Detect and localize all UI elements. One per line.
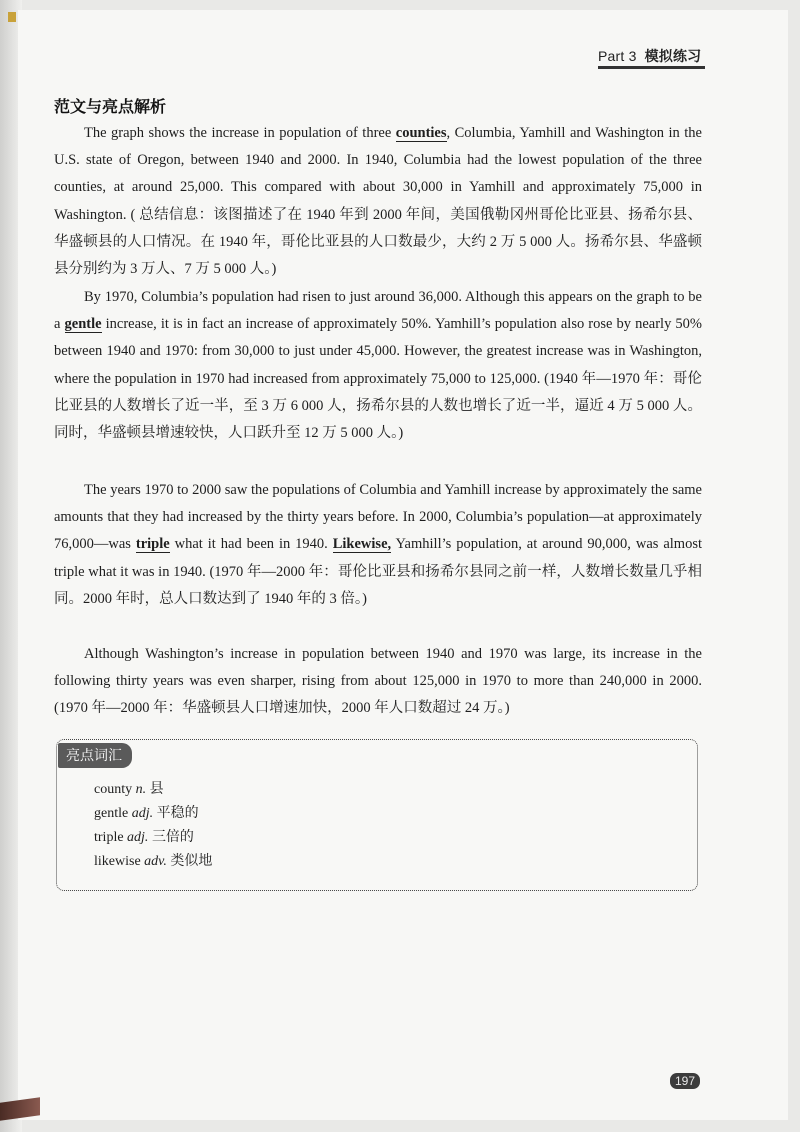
vocab-word: gentle — [94, 806, 129, 821]
paragraph-2-text-b: increase, it is in fact an increase of approximately 50%. Yamhill’s population also rose by nearly 50% between 1940 and 1970: from 30,000 to just under 45,000. However, the greatest increase was in Washington, where the population in 1970 had increased from approximately 75,000 to 125,000. (1940 年—1970 年：哥伦比亚县的人数增长了近一半，至 3 万 6 000 人，扬希尔县的人数也增长了近一半，逼近 4 万 5 000 人。同时，华盛顿县增速较快，人口跃升至 12 万 5 000 人。) — [54, 316, 702, 442]
vocab-item — [94, 850, 212, 874]
header-title: 模拟练习 — [644, 48, 702, 64]
vocab-meaning: 县 — [149, 782, 164, 797]
vocab-pos: adj. — [127, 830, 149, 845]
vocab-list — [94, 778, 212, 874]
paragraph-2 — [54, 284, 702, 447]
keyword-gentle: gentle — [64, 316, 102, 333]
paragraph-1 — [54, 120, 702, 283]
vocab-word: triple — [94, 830, 124, 845]
vocab-meaning: 三倍的 — [151, 830, 194, 845]
paragraph-1-text-a: The graph shows the increase in population of three — [84, 125, 396, 141]
vocab-label: 亮点词汇 — [58, 743, 132, 768]
paragraph-1-text-b: , Columbia, Yamhill and Washington in the U.S. state of Oregon, between 1940 and 2000. In 1940, Columbia had the lowest population of the three counties, at around 25,000. This compared with about 30,000 in Yamhill and approximately 75,000 in Washington. ( 总结信息：该图描述了在 1940 年到 2000 年间，美国俄勒冈州哥伦比亚县、扬希尔县、华盛顿县的人口情况。在 1940 年，哥伦比亚县的人口数最少，大约 2 万 5 000 人。扬希尔县、华盛顿县分别约为 3 万人、7 万 5 000 人。) — [54, 125, 702, 278]
vocab-meaning: 类似地 — [170, 854, 213, 869]
paragraph-3-text-b: what it had been in 1940. — [169, 536, 333, 553]
header-rule — [598, 66, 705, 69]
vocab-word: likewise — [94, 854, 141, 869]
paragraph-3-text-c: Yamhill’s population, at around 90,000, was almost triple what it was in 1940. (1970 年—2000 年：哥伦比亚县和扬希尔县同之前一样，人数增长数量几乎相同。2000 年时，总人口数达到了 1940 年的 3 倍。) — [54, 536, 702, 607]
paragraph-3 — [54, 477, 702, 613]
paragraph-4: Although Washington’s increase in population between 1940 and 1970 was large, its increase in the following thirty years was even sharper, rising from about 125,000 in 1970 to more than 240,000 in 2000. (1970 年—2000 年：华盛顿县人口增速加快，2000 年人口数超过 24 万。) — [54, 646, 702, 717]
running-header — [598, 46, 701, 66]
vocab-meaning: 平稳的 — [156, 806, 199, 821]
corner-tab-mark — [8, 12, 16, 22]
keyword-counties: counties — [395, 125, 447, 141]
vocab-pos: adj. — [131, 806, 154, 821]
paragraph-2-text-a: By 1970, Columbia’s population had risen to just around 36,000. Although this appears on the graph to be a — [54, 289, 702, 333]
section-title: 范文与亮点解析 — [54, 97, 167, 116]
paragraph-3-text-a: The years 1970 to 2000 saw the populations of Columbia and Yamhill increase by approximately the same amounts that they had increased by the thirty years before. In 2000, Columbia’s population—at approximately 76,000—was — [54, 482, 702, 553]
vocab-item — [94, 802, 212, 826]
vocab-pos: adv. — [144, 854, 167, 869]
page-number: 197 — [670, 1073, 700, 1089]
keyword-triple: triple — [135, 536, 170, 553]
vocab-item — [94, 826, 212, 850]
keyword-likewise: Likewise, — [332, 536, 392, 553]
vocab-word: county — [94, 782, 133, 797]
vocab-pos: n. — [135, 782, 147, 797]
header-part-label: Part 3 — [598, 48, 637, 64]
vocab-item — [94, 778, 212, 802]
